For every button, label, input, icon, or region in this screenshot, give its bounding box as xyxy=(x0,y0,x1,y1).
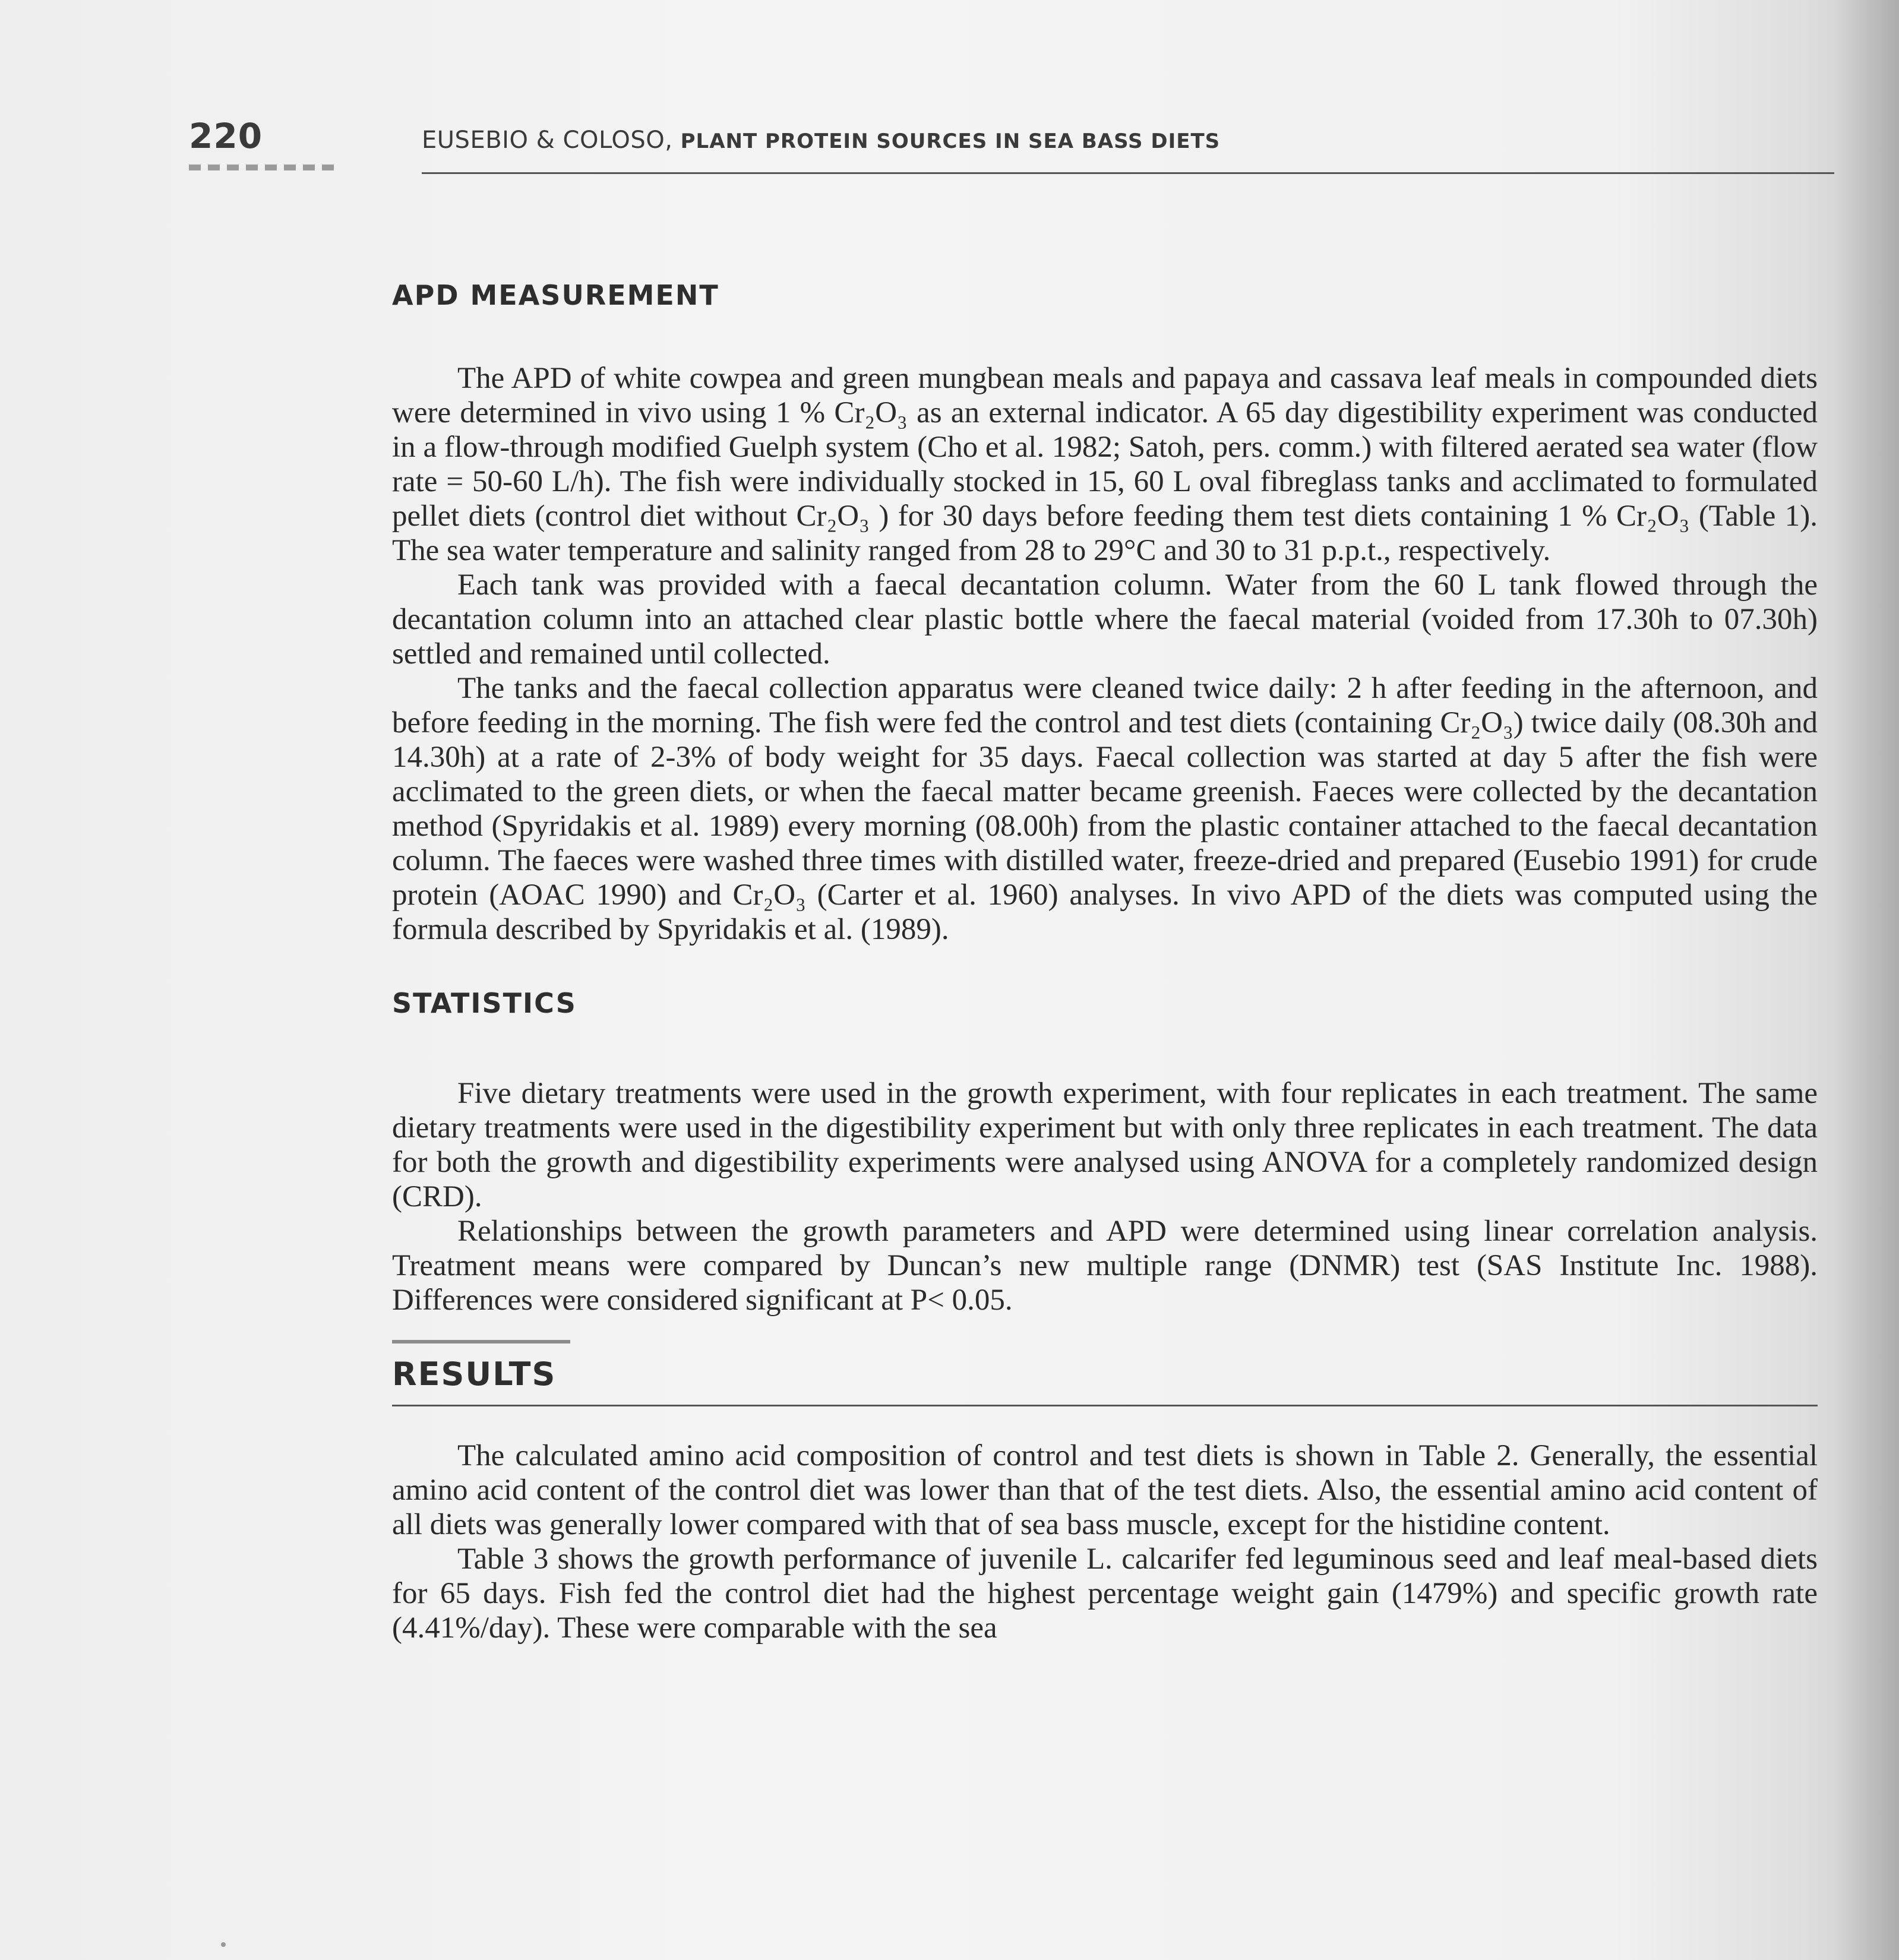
dot xyxy=(227,165,239,170)
decorative-dots xyxy=(189,165,334,170)
running-head-title: PLANT PROTEIN SOURCES IN SEA BASS DIETS xyxy=(680,129,1221,153)
header-rule xyxy=(422,172,1834,174)
paragraph: Each tank was provided with a faecal decantation column. Water from the 60 L tank flowed through the decantation column into an attached clear plastic bottle where the faecal material (voided from 17.30h to 07.30h) settled and remained until collected. xyxy=(392,568,1818,671)
page-speck xyxy=(221,1942,226,1947)
section-heading: RESULTS xyxy=(392,1355,557,1393)
section-heading: APD MEASUREMENT xyxy=(392,279,719,311)
dot xyxy=(303,165,315,170)
running-head-authors: EUSEBIO & COLOSO, xyxy=(422,127,681,154)
page-edge-shadow xyxy=(1834,0,1899,1960)
results-rule xyxy=(392,1405,1818,1406)
paragraph: Table 3 shows the growth performance of juvenile L. calcarifer fed leguminous seed and leaf meal-based diets for 65 days. Fish fed the control diet had the highest percentage weight gain (1479%) and specific growth rate (4.41%/day). These were comparable with the sea xyxy=(392,1542,1818,1645)
paragraph: The tanks and the faecal collection apparatus were cleaned twice daily: 2 h after feeding in the afternoon, and before feeding in the morning. The fish were fed the control and test diets (containing Cr₂O₃) twice daily (08.30h and 14.30h) at a rate of 2-3% of body weight for 35 days. Faecal collection was started at day 5 after the fish were acclimated to the green diets, or when the faecal matter became greenish. Faeces were collected by the decantation method (Spyridakis et al. 1989) every morning (08.00h) from the plastic container attached to the faecal decantation column. The faeces were washed three times with distilled water, freeze-dried and prepared (Eusebio 1991) for crude protein (AOAC 1990) and Cr₂O₃ (Carter et al. 1960) analyses. In vivo APD of the diets was computed using the formula described by Spyridakis et al. (1989). xyxy=(392,672,1818,946)
paragraph: Five dietary treatments were used in the growth experiment, with four replicates in each treatment. The same dietary treatments were used in the digestibility experiment but with only three replicates in each treatment. The data for both the growth and digestibility experiments were analysed using ANOVA for a completely randomized design (CRD). xyxy=(392,1077,1818,1213)
body-text xyxy=(392,279,1818,1645)
dot xyxy=(208,165,220,170)
paragraph: The APD of white cowpea and green mungbean meals and papaya and cassava leaf meals in compounded diets were determined in vivo using 1 % Cr₂O₃ as an external indicator. A 65 day digestibility experiment was conducted in a flow-through modified Guelph system (Cho et al. 1982; Satoh, pers. comm.) with filtered aerated sea water (flow rate = 50-60 L/h). The fish were individually stocked in 15, 60 L oval fibreglass tanks and acclimated to formulated pellet diets (control diet without Cr₂O₃ ) for 30 days before feeding them test diets containing 1 % Cr₂O₃ (Table 1). The sea water temperature and salinity ranged from 28 to 29°C and 30 to 31 p.p.t., respectively. xyxy=(392,362,1818,567)
dot xyxy=(246,165,258,170)
section-statistics xyxy=(392,987,1818,1317)
paragraph: Relationships between the growth parameters and APD were determined using linear correlation analysis. Treatment means were compared by Duncan’s new multiple range (DNMR) test (SAS Institute Inc. 1988). Differences were considered significant at P< 0.05. xyxy=(392,1215,1818,1317)
dot xyxy=(265,165,277,170)
section-heading: STATISTICS xyxy=(392,987,577,1019)
page-number: 220 xyxy=(189,116,263,156)
paragraph: The calculated amino acid composition of control and test diets is shown in Table 2. Generally, the essential amino acid content of the control diet was lower than that of the test diets. Also, the essential amino acid content of all diets was generally lower compared with that of sea bass muscle, except for the histidine content. xyxy=(392,1439,1818,1541)
dot xyxy=(322,165,334,170)
dot xyxy=(189,165,201,170)
running-head xyxy=(422,127,1220,154)
dot xyxy=(284,165,296,170)
section-apd-measurement xyxy=(392,279,1818,947)
section-results xyxy=(392,1340,1818,1645)
running-header xyxy=(189,116,1834,181)
results-overline xyxy=(392,1340,570,1343)
